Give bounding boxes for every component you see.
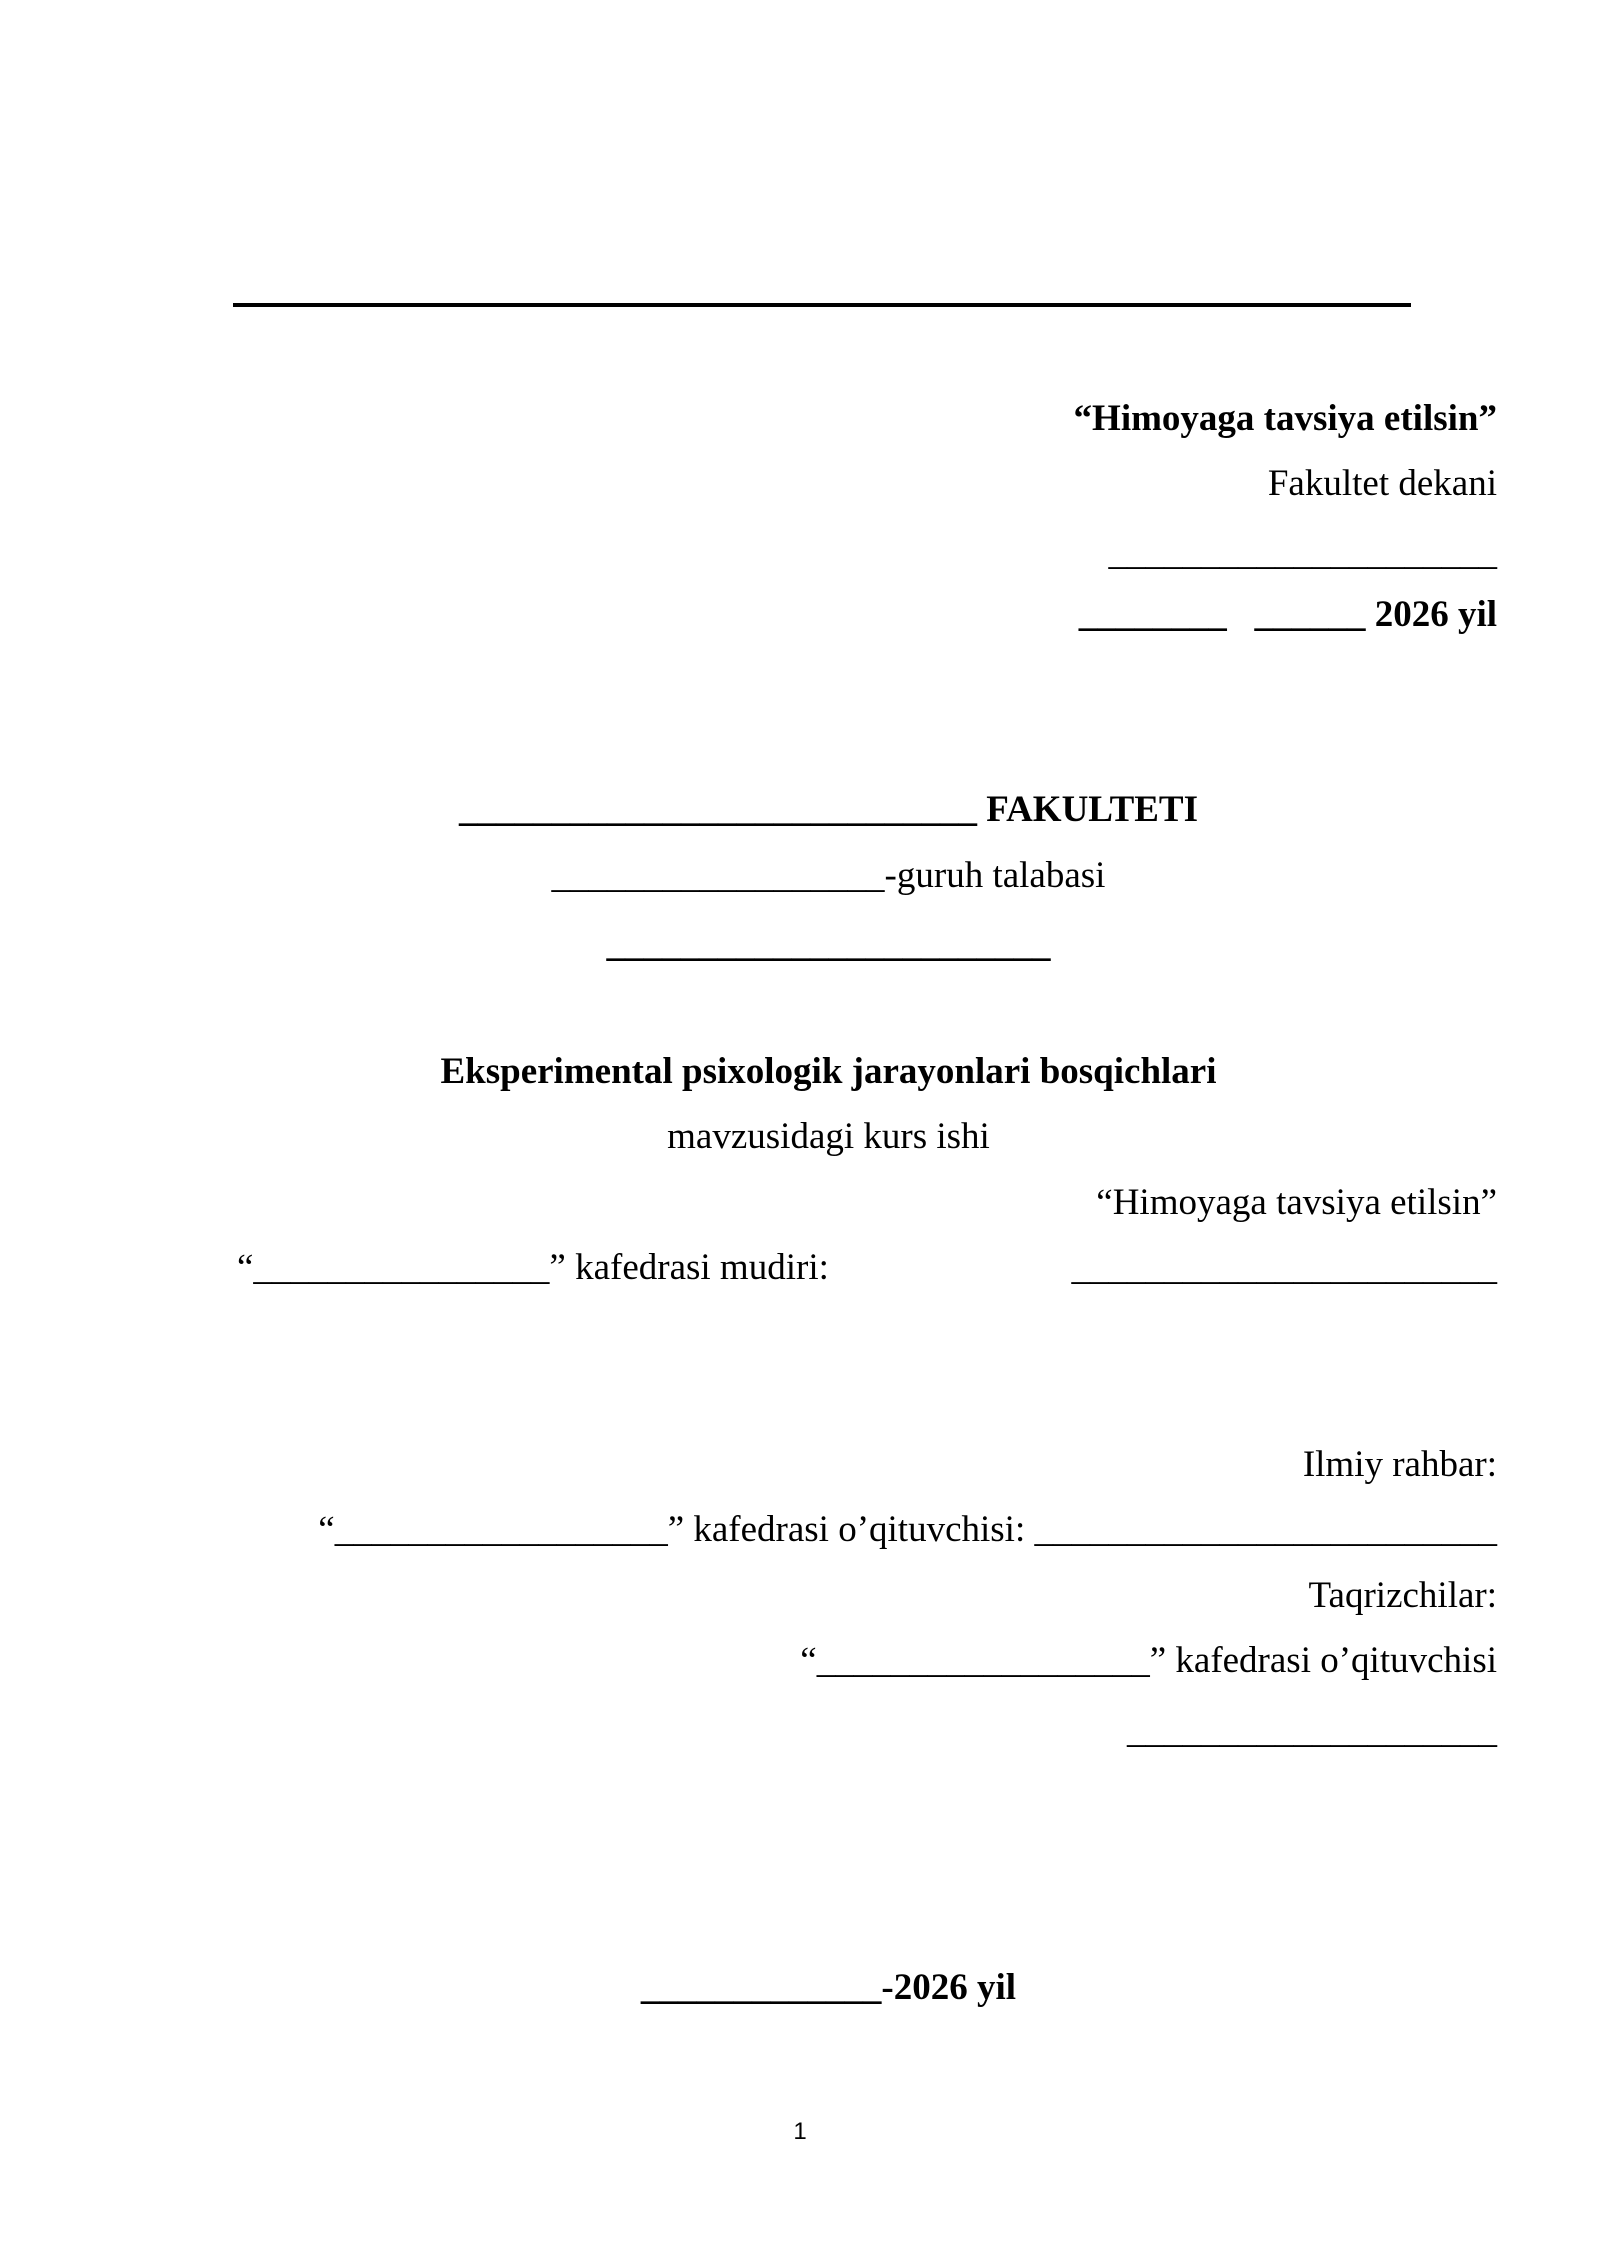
group-line: __________________-guruh talabasi <box>551 855 1106 896</box>
approval-date: ________ ______ 2026 yil <box>1078 594 1497 635</box>
department-approval-title: “Himoyaga tavsiya etilsin” <box>1096 1182 1497 1223</box>
dean-signature-blank: _____________________ <box>1108 532 1497 573</box>
topic-subtitle: mavzusidagi kurs ishi <box>667 1116 990 1157</box>
header-rule <box>233 303 1411 307</box>
reviewer-line: “__________________” kafedrasi o’qituvchisi <box>800 1640 1497 1681</box>
department-head-signature-blank: _______________________ <box>1071 1247 1497 1288</box>
faculty-line: ____________________________ FAKULTETI <box>458 789 1199 830</box>
reviewer-signature-blank: ____________________ <box>1127 1710 1497 1751</box>
reviewers-label: Taqrizchilar: <box>1308 1575 1497 1616</box>
supervisor-line: “__________________” kafedrasi o’qituvchisi: _________________________ <box>318 1509 1497 1550</box>
department-head-label: “________________” kafedrasi mudiri: <box>237 1247 829 1288</box>
year-line: _____________-2026 yil <box>640 1967 1017 2008</box>
student-name-blank: ________________________ <box>606 924 1051 965</box>
topic-title: Eksperimental psixologik jarayonlari bosqichlari <box>440 1051 1217 1092</box>
page-number: 1 <box>793 2118 807 2145</box>
approval-title: “Himoyaga tavsiya etilsin” <box>1073 398 1497 439</box>
department-head-row <box>237 1243 1497 1293</box>
approval-role: Fakultet dekani <box>1267 463 1497 504</box>
supervisor-label: Ilmiy rahbar: <box>1302 1444 1497 1485</box>
